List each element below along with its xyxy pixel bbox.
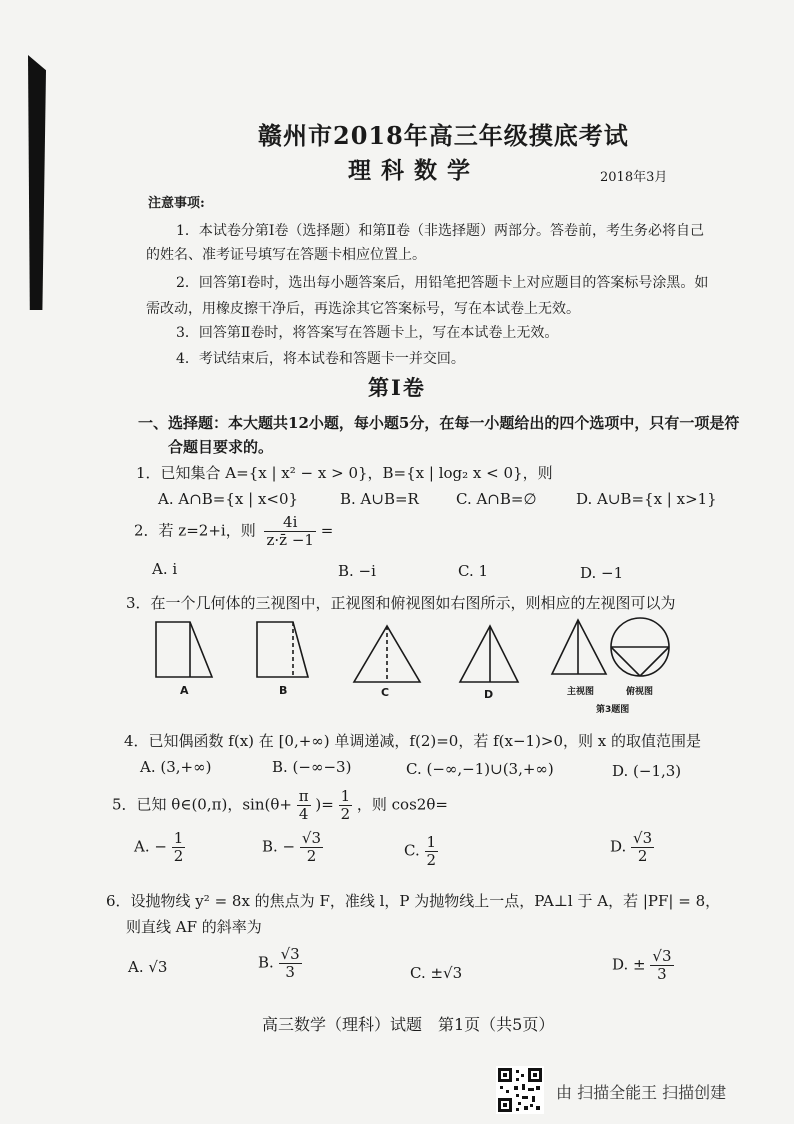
q2-fraction-num: 4i (264, 514, 315, 532)
q2-stem (134, 514, 333, 548)
q4-option-d: D. (−1,3) (612, 762, 682, 780)
q6-option-b-num: √3 (280, 945, 300, 963)
exam-title: 赣州市2018年高三年级摸底考试 (258, 121, 629, 150)
q5-option-c-prefix: C. (404, 841, 420, 860)
q6-option-a: A. √3 (128, 958, 168, 976)
q2-option-a: A. i (152, 560, 178, 578)
q5-stem-post: ，则 cos2θ= (356, 795, 448, 814)
q5-option-b (262, 830, 323, 864)
notice-heading: 注意事项: (148, 196, 205, 211)
q3-caption: 第3题图 (596, 705, 630, 715)
q3-label-c: C (381, 686, 390, 699)
q3-label-d: D (484, 688, 494, 701)
q6-option-d-prefix: D. ± (612, 955, 646, 974)
section-title: 第Ⅰ卷 (368, 375, 426, 400)
q1-option-a: A. A∩B={x | x<0} (158, 490, 299, 508)
q3-figure-d (460, 626, 518, 682)
q5-stem-pre: 5．已知 θ∈(0,π)，sin(θ+ (112, 795, 292, 814)
q2-option-d: D. −1 (580, 564, 624, 582)
q6-option-b-prefix: B. (258, 953, 274, 972)
q2-option-b: B. −i (338, 562, 376, 580)
q1-option-b: B. A∪B=R (340, 490, 419, 508)
q1-option-c: C. A∩B=∅ (456, 490, 537, 508)
q1-stem: 1．已知集合 A={x | x² − x > 0}，B={x | log₂ x < 0}，则 (136, 464, 553, 482)
q4-option-c: C. (−∞,−1)∪(3,+∞) (406, 760, 554, 778)
q3-figure-c (354, 626, 420, 682)
q5-value-fraction (339, 788, 353, 822)
notice-item-1-line-1: 1．本试卷分第Ⅰ卷（选择题）和第Ⅱ卷（非选择题）两部分。答卷前，考生务必将自己 (176, 223, 704, 239)
q5-option-a-num: 1 (173, 829, 184, 847)
q6-stem-line-1: 6．设抛物线 y² = 8x 的焦点为 F，准线 l，P 为抛物线上一点，PA⊥l 于 A，若 |PF| = 8， (106, 892, 721, 910)
q3-top-view-label: 俯视图 (626, 687, 654, 697)
q5-stem-mid: )= (315, 795, 334, 814)
exam-date: 2018年3月 (600, 170, 668, 185)
section-intro-line-1: 一、选择题：本大题共12小题，每小题5分，在每一小题给出的四个选项中，只有一项是符 (138, 414, 740, 432)
q6-option-d (612, 948, 674, 982)
q5-option-c-num: 1 (426, 833, 437, 851)
q6-stem-line-2: 则直线 AF 的斜率为 (126, 918, 262, 936)
q5-option-a (134, 830, 185, 864)
q6-option-d-num: √3 (652, 947, 672, 965)
q4-option-a: A. (3,+∞) (140, 758, 212, 776)
q3-figure-a (156, 622, 212, 677)
q6-option-c: C. ±√3 (410, 964, 463, 982)
q6-option-d-den: 3 (657, 964, 667, 983)
q3-label-b: B (279, 684, 288, 697)
q2-fraction-den: z·z̄ −1 (266, 530, 314, 549)
notice-item-1-line-2: 的姓名、准考证号填写在答题卡相应位置上。 (146, 247, 426, 263)
q5-value-num: 1 (340, 787, 351, 805)
q3-stem: 3．在一个几何体的三视图中，正视图和俯视图如右图所示，则相应的左视图可以为 (126, 594, 676, 612)
q4-stem: 4．已知偶函数 f(x) 在 [0,+∞) 单调递减，f(2)=0，若 f(x−1)>0，则 x 的取值范围是 (124, 732, 702, 750)
binder-mark (28, 55, 46, 310)
q5-option-b-prefix: B. − (262, 837, 296, 856)
exam-subtitle: 理科数学 (348, 157, 480, 184)
notice-item-3: 3．回答第Ⅱ卷时，将答案写在答题卡上，写在本试卷上无效。 (176, 325, 559, 341)
q6-option-b-den: 3 (285, 962, 295, 981)
q5-option-c (404, 834, 438, 868)
q5-value-den: 2 (340, 804, 351, 823)
q5-option-a-prefix: A. − (134, 837, 167, 856)
q5-angle-den: 4 (298, 804, 309, 823)
notice-item-4: 4．考试结束后，将本试卷和答题卡一并交回。 (176, 351, 465, 367)
q1-option-d: D. A∪B={x | x>1} (576, 490, 717, 508)
q3-top-view (611, 618, 669, 676)
page-footer: 高三数学（理科）试题 第1页（共5页） (262, 1015, 555, 1034)
q2-option-c: C. 1 (458, 562, 489, 580)
q5-option-d-prefix: D. (610, 837, 627, 856)
q5-option-b-den: 2 (306, 846, 317, 865)
section-intro-line-2: 合题目要求的。 (168, 438, 274, 456)
q3-figure-b (257, 622, 308, 677)
notice-item-2-line-2: 需改动，用橡皮擦干净后，再选涂其它答案标号，写在本试卷上无效。 (146, 301, 580, 317)
q5-option-d (610, 830, 654, 864)
q3-front-view (552, 620, 606, 674)
notice-item-2-line-1: 2．回答第Ⅰ卷时，选出每小题答案后，用铅笔把答题卡上对应题目的答案标号涂黑。如 (176, 275, 709, 291)
q5-angle-num: π (298, 787, 309, 805)
q2-stem-pre: 2．若 z=2+i，则 (134, 521, 256, 540)
q5-option-a-den: 2 (173, 846, 184, 865)
q5-option-d-num: √3 (633, 829, 653, 847)
scanner-watermark: 由 扫描全能王 扫描创建 (556, 1083, 727, 1102)
q5-option-b-num: √3 (301, 829, 322, 847)
q2-fraction (264, 514, 315, 548)
q4-option-b: B. (−∞−3) (272, 758, 352, 776)
q3-front-view-label: 主视图 (567, 687, 595, 697)
q5-option-c-den: 2 (426, 850, 437, 869)
q5-angle-fraction (297, 788, 311, 822)
q6-option-b (258, 946, 302, 980)
q5-stem (112, 788, 448, 822)
q2-stem-post: = (320, 521, 334, 540)
q5-option-d-den: 2 (637, 846, 648, 865)
q3-label-a: A (180, 684, 189, 697)
qr-code-icon (496, 1066, 544, 1114)
